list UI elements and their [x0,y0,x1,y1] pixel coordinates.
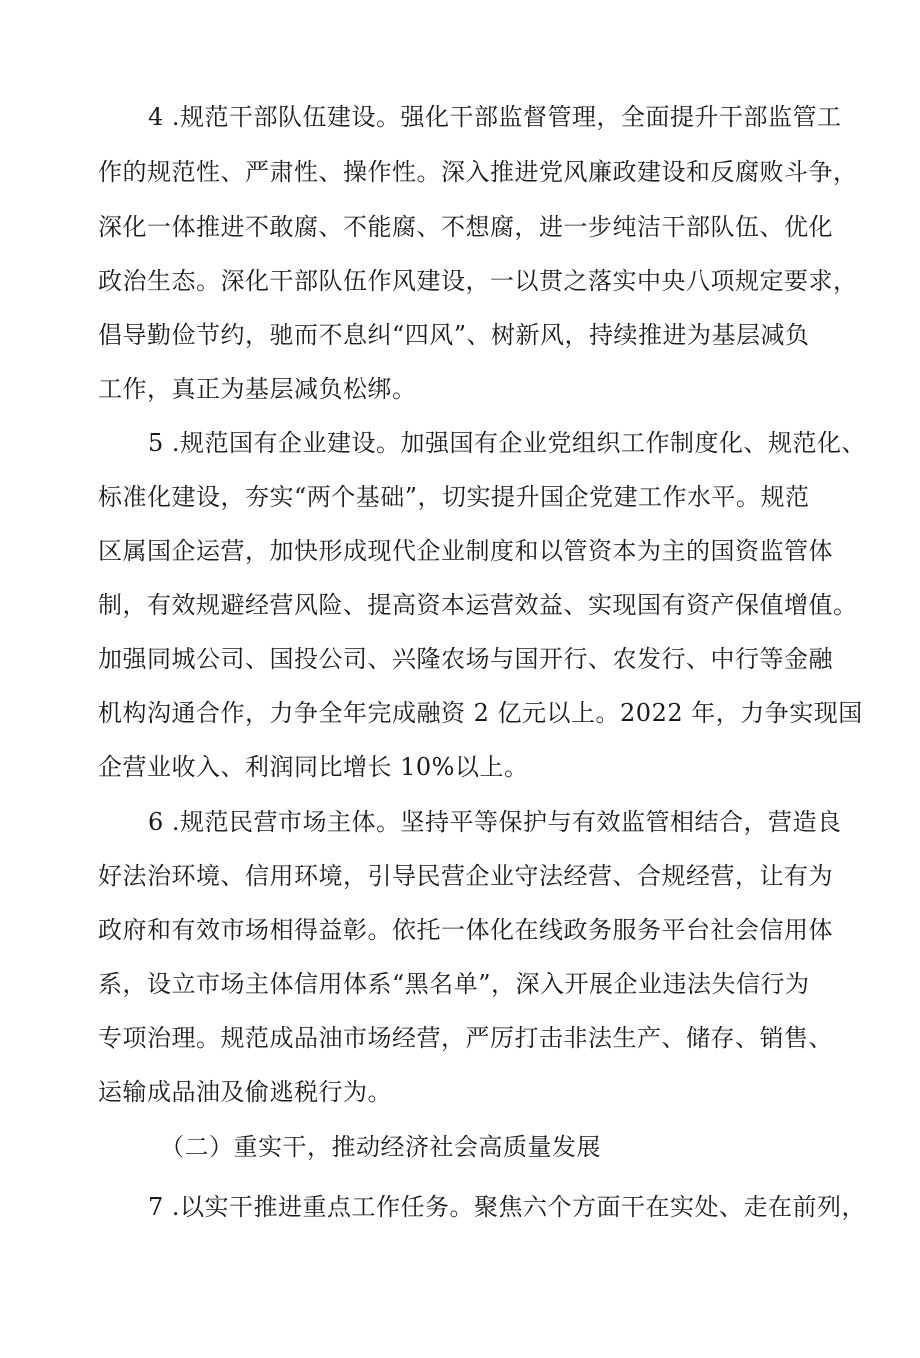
paragraph-line: 专项治理。规范成品油市场经营，严厉打击非法生产、储存、销售、 [98,1024,833,1052]
paragraph-line: 运输成品油及偷逃税行为。 [98,1078,392,1106]
paragraph-line: 机构沟通合作，力争全年完成融资 2 亿元以上。2022 年，力争实现国 [98,699,863,727]
paragraph-line: 政府和有效市场相得益彰。依托一体化在线政务服务平台社会信用体 [98,916,833,944]
paragraph-line: 企营业收入、利润同比增长 10%以上。 [98,753,529,781]
paragraph-line: 作的规范性、严肃性、操作性。深入推进党风廉政建设和反腐败斗争， [98,158,858,186]
paragraph-line: 倡导勤俭节约，驰而不息纠“四风”、树新风，持续推进为基层减负 [98,321,810,349]
paragraph-line: 4 .规范干部队伍建设。强化干部监督管理，全面提升干部监管工 [148,103,842,131]
paragraph-line: 深化一体推进不敢腐、不能腐、不想腐，进一步纯洁干部队伍、优化 [98,213,833,241]
paragraph-line: 工作，真正为基层减负松绑。 [98,375,417,403]
paragraph-line: 制，有效规避经营风险、提高资本运营效益、实现国有资产保值增值。 [98,591,858,619]
paragraph-line: 5 .规范国有企业建设。加强国有企业党组织工作制度化、规范化、 [148,429,867,457]
paragraph-line: 好法治环境、信用环境，引导民营企业守法经营、合规经营，让有为 [98,862,833,890]
section-heading: （二）重实干，推动经济社会高质量发展 [160,1133,601,1161]
paragraph-line: 系，设立市场主体信用体系“黑名单”，深入开展企业违法失信行为 [98,970,810,998]
paragraph-line: 加强同城公司、国投公司、兴隆农场与国开行、农发行、中行等金融 [98,645,833,673]
paragraph-line: 6 .规范民营市场主体。坚持平等保护与有效监管相结合，营造良 [148,808,842,836]
paragraph-line: 标准化建设，夯实“两个基础”，切实提升国企党建工作水平。规范 [98,483,810,511]
paragraph-line: 区属国企运营，加快形成现代企业制度和以管资本为主的国资监管体 [98,537,833,565]
paragraph-line: 政治生态。深化干部队伍作风建设，一以贯之落实中央八项规定要求， [98,267,858,295]
paragraph-line: 7 .以实干推进重点工作任务。聚焦六个方面干在实处、走在前列， [148,1193,867,1221]
